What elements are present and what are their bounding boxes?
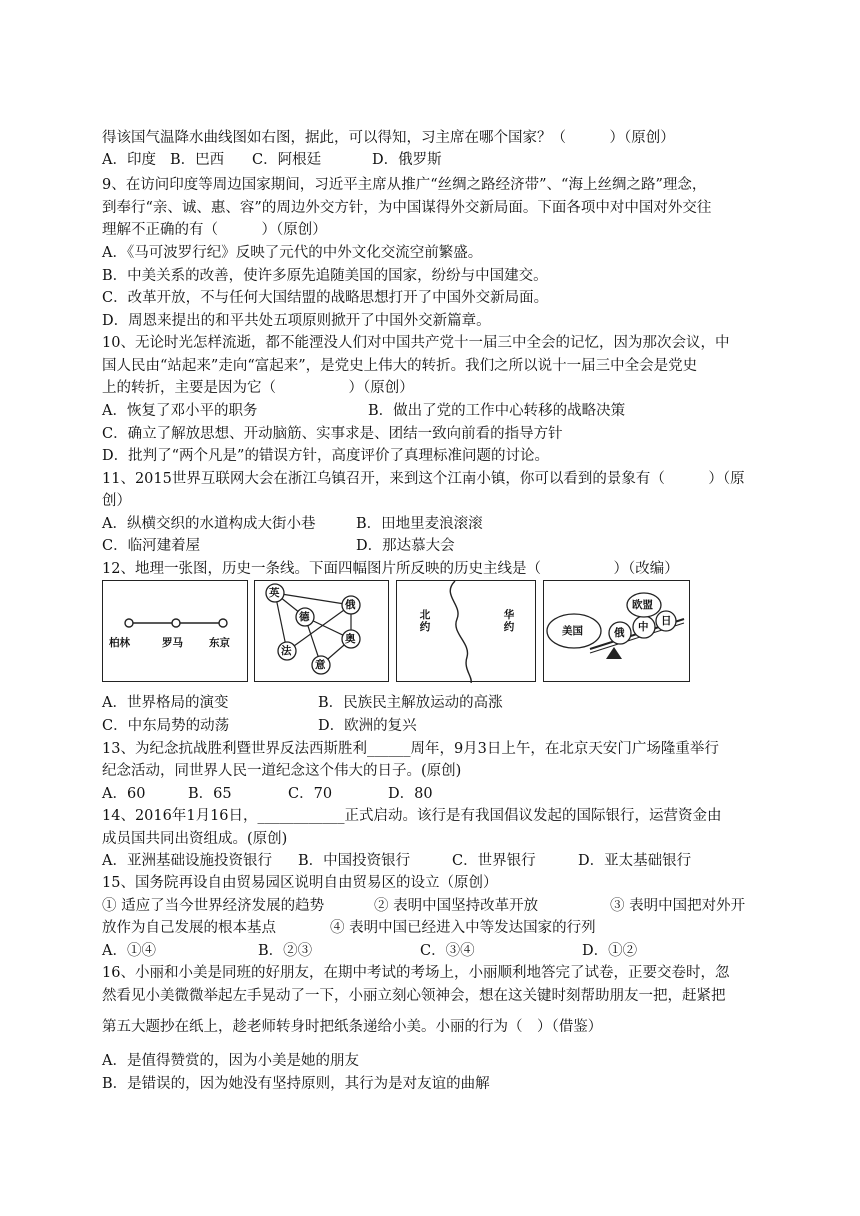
option-d: D．俄罗斯 [372,152,442,168]
q11-stem-line-1: 11、2015世界互联网大会在浙江乌镇召开，来到这个江南小镇，你可以看到的景象有（ ）（原 [102,471,745,487]
node-russia: 俄 [345,599,356,611]
node-austria: 奥 [345,633,356,645]
q9-option-c: C．改革开放，不与任何大国结盟的战略思想打开了中国外交新局面。 [102,290,549,306]
q9-option-a: A．《马可波罗行纪》反映了元代的中外文化交流空前繁盛。 [102,245,483,261]
label-japan: 日 [661,615,672,627]
figure-multipolar-world [543,580,690,682]
option-b: B．巴西 [170,152,225,168]
q9-stem-line-2: 到奉行“亲、诚、惠、容”的周边外交方针，为中国谋得外交新局面。下面各项中对中国对外交往 [102,200,712,216]
node-germany: 德 [299,611,310,623]
option-b: B．65 [188,786,232,802]
q15-stem: 15、国务院再设自由贸易园区说明自由贸易区的设立（原创） [102,875,498,891]
figure-axis-lines [103,581,249,683]
option-a: A．纵横交织的水道构成大街小巷 [102,516,316,532]
q12-stem: 12、地理一张图，历史一条线。下面四幅图片所反映的历史主线是（ ）（改编） [102,561,679,577]
q8-stem-tail: 得该国气温降水曲线图如右图，据此，可以得知，习主席在哪个国家？（ ）（原创） [102,130,675,146]
q10-stem-line-1: 10、无论时光怎样流逝，都不能湮没人们对中国共产党十一届三中全会的记忆，因为那次会议，中 [102,335,730,351]
option-a: A．恢复了邓小平的职务 [102,403,258,419]
option-c: C．阿根廷 [252,152,322,168]
statement-3-cont: 放作为自己发展的根本基点 [102,920,276,936]
option-b: B．田地里麦浪滚滚 [356,516,483,532]
option-c: C．70 [288,786,333,802]
label-russia: 俄 [614,627,625,639]
option-a: A．世界格局的演变 [102,695,229,711]
q9-stem-line-3: 理解不正确的有（ ）（原创） [102,222,327,238]
figure-axis-powers [102,580,248,682]
figure-wwi-alliances [254,580,389,682]
figure-bloc-border [397,581,537,683]
q16-option-b: B．是错误的，因为她没有坚持原则，其行为是对友谊的曲解 [102,1076,490,1092]
option-b: B．②③ [258,943,313,959]
city-label-tokyo: 东京 [209,637,230,649]
node-italy: 意 [315,659,326,671]
option-a: A．60 [102,786,146,802]
figure-cold-war-blocs [396,580,536,682]
option-d: D．80 [388,786,433,802]
statement-2: ② 表明中国坚持改革开放 [374,898,539,914]
q11-stem-line-2: 创） [102,493,131,509]
q10-option-d: D．批判了“两个凡是”的错误方针，高度评价了真理标准问题的讨论。 [102,448,549,464]
q10-option-c: C．确立了解放思想、开动脑筋、实事求是、团结一致向前看的指导方针 [102,426,563,442]
q14-stem-line-2: 成员国共同出资组成。(原创) [102,831,288,847]
option-c: C．③④ [420,943,475,959]
label-china: 中 [638,621,649,633]
option-a: A．①④ [102,943,156,959]
q9-option-d: D．周恩来提出的和平共处五项原则掀开了中国外交新篇章。 [102,313,491,329]
label-eu: 欧盟 [632,599,653,611]
statement-4: ④ 表明中国已经进入中等发达国家的行列 [330,920,596,936]
option-a: A．亚洲基础设施投资银行 [102,853,272,869]
node-uk: 英 [269,587,280,599]
option-c: C．中东局势的动荡 [102,718,230,734]
option-b: B．民族民主解放运动的高涨 [318,695,503,711]
q12-figures [102,580,762,684]
label-warsaw-pact: 华约 [503,609,515,633]
option-d: D．欧洲的复兴 [318,718,417,734]
q9-stem-line-1: 9、在访问印度等周边国家期间，习近平主席从推广“丝绸之路经济带”、“海上丝绸之路”理念， [102,177,707,193]
option-d: D．那达慕大会 [356,538,455,554]
q10-stem-line-2: 国人民由“站起来”走向“富起来”，是党史上伟大的转折。我们之所以说十一届三中全会是党史 [102,358,698,374]
label-usa: 美国 [562,625,583,637]
option-d: D．亚太基础银行 [578,853,692,869]
city-label-rome: 罗马 [162,637,183,649]
q16-stem-line-2: 然看见小美微微举起左手晃动了一下，小丽立刻心领神会，想在这关键时刻帮助朋友一把，赶紧把 [102,988,726,1004]
option-a: A．印度 [102,152,156,168]
q10-stem-line-3: 上的转折，主要是因为它（ ）（原创） [102,380,414,396]
q13-stem-line-2: 纪念活动，同世界人民一道纪念这个伟大的日子。(原创) [102,763,462,779]
q13-stem-line-1: 13、为纪念抗战胜利暨世界反法西斯胜利______周年，9月3日上午，在北京天安门广场隆重举行 [102,741,719,757]
q14-stem-line-1: 14、2016年1月16日，____________正式启动。该行是有我国倡议发起的国际银行，运营资金由 [102,808,722,824]
label-nato: 北约 [419,609,431,633]
option-c: C．世界银行 [452,853,536,869]
q16-option-a: A．是值得赞赏的，因为小美是她的朋友 [102,1053,359,1069]
option-d: D．①② [582,943,638,959]
statement-3: ③ 表明中国把对外开 [610,898,746,914]
option-c: C．临河建着屋 [102,538,201,554]
q16-stem-line-1: 16、小丽和小美是同班的好朋友，在期中考试的考场上，小丽顺利地答完了试卷，正要交卷时，忽 [102,965,730,981]
node-france: 法 [281,645,292,657]
q16-stem-line-3: 第五大题抄在纸上，趁老师转身时把纸条递给小美。小丽的行为（ ）（借鉴） [102,1019,603,1035]
q9-option-b: B．中美关系的改善，使许多原先追随美国的国家，纷纷与中国建交。 [102,268,548,284]
city-label-berlin: 柏林 [109,637,130,649]
option-b: B．做出了党的工作中心转移的战略决策 [368,403,626,419]
statement-1: ① 适应了当今世界经济发展的趋势 [102,898,325,914]
option-b: B．中国投资银行 [298,853,411,869]
